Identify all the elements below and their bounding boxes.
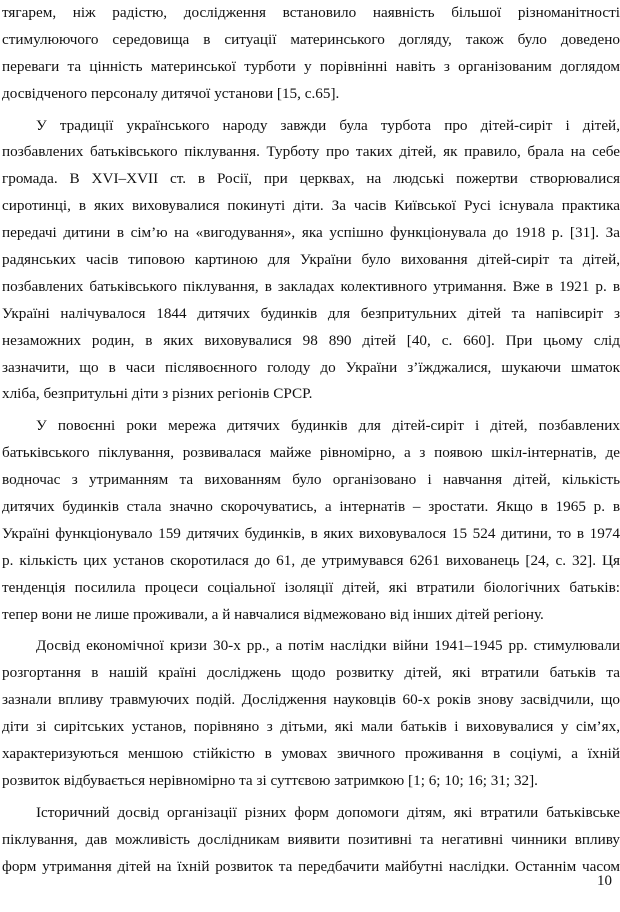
text-line: стимулюючого середовища в ситуації материнського догляду, також було доведено <box>2 30 620 48</box>
text-line: переваги та цінність материнської турботи у порівнінні навіть з організованим доглядом <box>2 57 620 75</box>
text-line: Україні налічувалося 1844 дитячих будинків для безпритульних дітей та напівсиріт з <box>2 304 620 322</box>
paragraph-1 <box>2 0 620 108</box>
text-line: передачі дитини в сім’ю на «вигодування», яка успішно функціонувала до 1918 р. [31]. За <box>2 224 620 242</box>
paragraph-5 <box>2 800 620 881</box>
text-line: У традиції українського народу завжди була турбота про дітей-сиріт і дітей, <box>36 116 620 134</box>
text-line: дитячих будинків стала значно скорочуватись, а інтернатів – зростати. Якщо в 1965 р. в <box>2 498 620 516</box>
text-line: зазначити, що в часи післявоєнного голоду до України з’їжджалися, шукаючи шматок <box>2 358 620 376</box>
text-line: незаможних родин, в яких виховувалися 98 890 дітей [40, с. 660]. При цьому слід <box>2 331 620 349</box>
text-line: Історичний досвід організації різних форм допомоги дітям, які втратили батьківське <box>36 803 620 821</box>
text-line: позбавлених батьківського піклування. Турботу про таких дітей, як правило, брала на себе <box>2 143 620 161</box>
text-line: діти зі сирітських установ, порівняно з дітьми, які мали батьків і виховувалися у сім’ях, <box>2 718 620 736</box>
text-line: У повоєнні роки мережа дитячих будинків для дітей-сиріт і дітей, позбавлених <box>36 417 620 435</box>
text-line: громада. В XVI–XVII ст. в Росії, при церквах, на людські пожертви створювалися <box>2 170 620 188</box>
text-line: сиротинці, в яких виховувалися покинуті діти. За часів Київської Русі існувала практика <box>2 197 620 215</box>
text-line: Досвід економічної кризи 30-х рр., а потім наслідки війни 1941–1945 рр. стимулювали <box>36 637 620 655</box>
body-text <box>2 0 620 881</box>
text-line: водночас з утриманням та вихованням було організовано і навчання дітей, кількість <box>2 471 620 489</box>
text-line: форм утримання дітей на їхній розвиток та передбачити майбутні наслідки. Останнім часом <box>2 857 620 875</box>
text-line: хліба, безпритульні діти з різних регіонів СРСР. <box>2 385 313 403</box>
page-number: 10 <box>597 873 612 889</box>
text-line: зазнали впливу травмуючих подій. Дослідження науковців 60-х років знову засвідчили, що <box>2 691 620 709</box>
text-line: р. кількість цих установ скоротилася до 61, де утримувався 6261 вихованець [24, с. 32]. Ця <box>2 551 620 569</box>
text-line: досвідченого персоналу дитячої установи [15, с.65]. <box>2 84 340 102</box>
text-line: Україні функціонувало 159 дитячих будинків, в яких виховувалося 15 524 дитини, то в 1974 <box>2 524 620 542</box>
text-line: піклування, дав можливість дослідникам виявити позитивні та негативні чинники впливу <box>2 830 620 848</box>
text-line: позбавлених батьківського піклування, в закладах колективного утримання. Вже в 1921 р. в <box>2 277 620 295</box>
paragraph-2 <box>2 113 620 409</box>
text-line: тенденція посилила процеси соціальної ізоляції дітей, які втратили біологічних батьків: <box>2 578 620 596</box>
text-line: розгортання в нашій країні досліджень щодо розвитку дітей, які втратили батьків та <box>2 664 620 682</box>
text-line: радянських часів типовою картиною для України було виховання дітей-сиріт та дітей, <box>2 251 620 269</box>
text-line: характеризуються меншою стійкістю в умовах звичного проживання в соціумі, а їхній <box>2 745 620 763</box>
text-line: тягарем, ніж радістю, дослідження встановило наявність більшої різноманітності <box>2 4 620 21</box>
text-line: розвиток відбувається нерівномірно та зі суттєвою затримкою [1; 6; 10; 16; 31; 32]. <box>2 771 538 789</box>
text-line: батьківського піклування, розвивалася майже рівномірно, а з появою шкіл-інтернатів, де <box>2 444 620 462</box>
text-line: тепер вони не лише проживали, а й навчалися відмежовано від інших дітей регіону. <box>2 605 544 623</box>
paragraph-3 <box>2 413 620 628</box>
paragraph-4 <box>2 633 620 794</box>
